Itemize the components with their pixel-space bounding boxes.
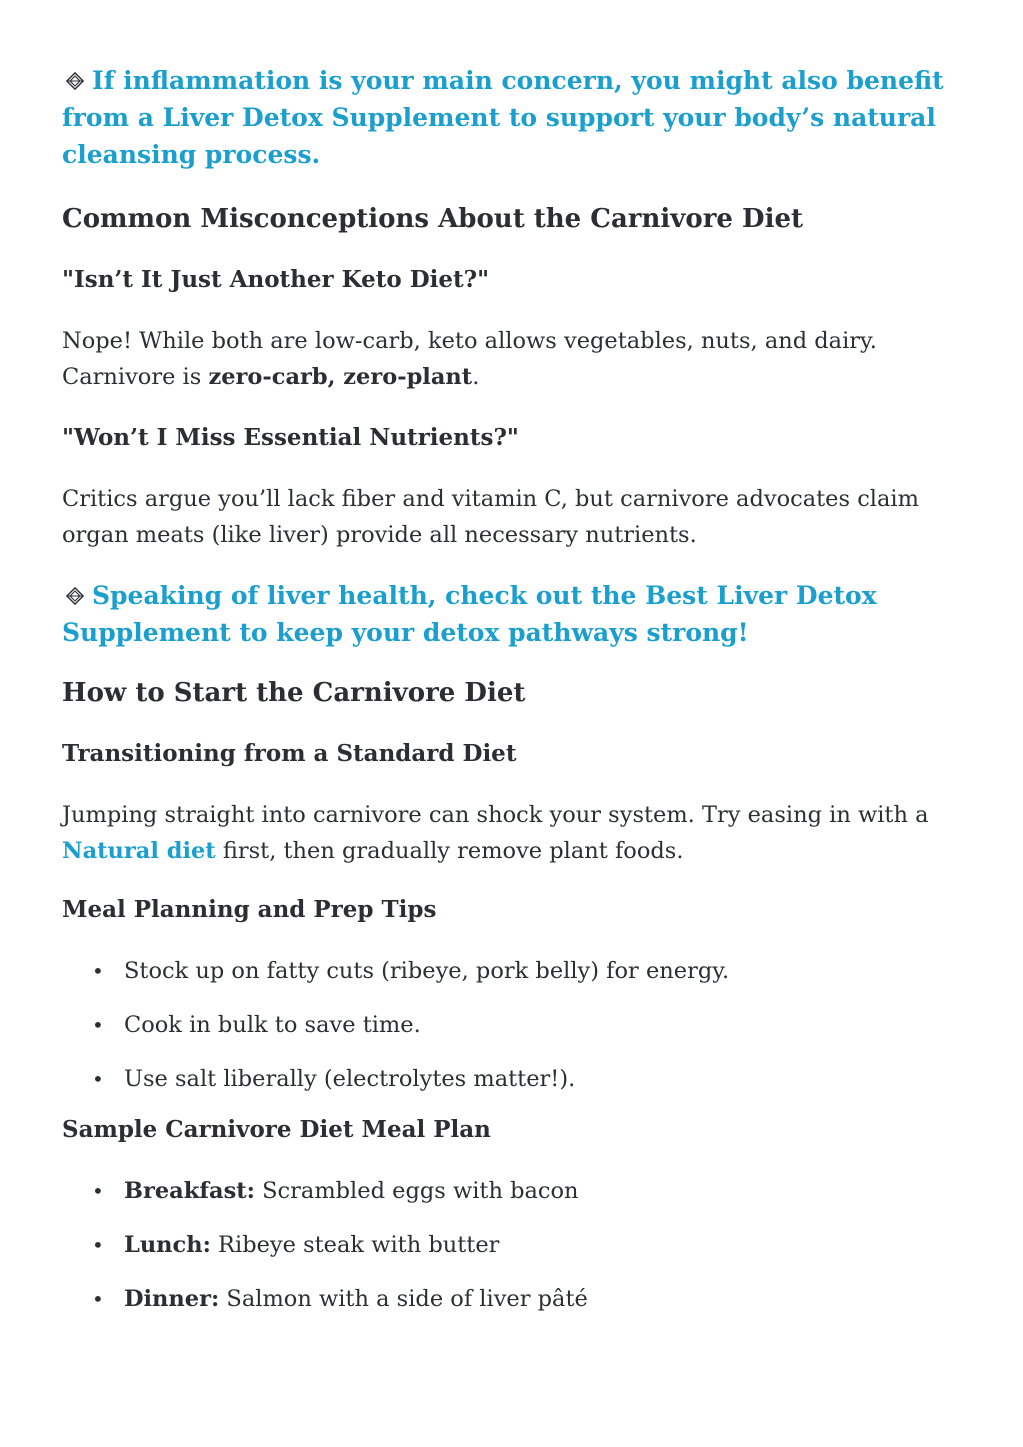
- natural-diet-link[interactable]: Natural diet: [62, 838, 216, 864]
- list-item: [62, 1281, 967, 1317]
- bullet: •: [92, 1013, 104, 1037]
- paragraph-keto-end: .: [472, 364, 480, 390]
- detox-callout-2-link[interactable]: Speaking of liver health, check out the Best Liver Detox Supplement to keep your detox pathways strong!: [62, 581, 877, 647]
- list-item-text: Cook in bulk to save time.: [124, 1012, 421, 1038]
- gem-icon: [66, 72, 84, 90]
- meal-plan-list: [62, 1173, 967, 1317]
- meal-label-breakfast: Breakfast:: [124, 1178, 255, 1204]
- subheading-transition: Transitioning from a Standard Diet: [62, 740, 517, 767]
- bullet: •: [92, 1067, 104, 1091]
- meal-text-lunch: Ribeye steak with butter: [210, 1232, 500, 1258]
- subheading-keto: "Isn’t It Just Another Keto Diet?": [62, 266, 490, 293]
- detox-callout-2[interactable]: [62, 577, 967, 651]
- meal-prep-list: [62, 953, 967, 1097]
- paragraph-keto-bold: zero-carb, zero-plant: [208, 364, 473, 390]
- subheading-meal-prep: Meal Planning and Prep Tips: [62, 896, 437, 923]
- detox-callout-1[interactable]: [62, 62, 967, 173]
- paragraph-transition: [62, 797, 967, 869]
- list-item: [62, 953, 967, 989]
- list-item: [62, 1007, 967, 1043]
- list-item: [62, 1173, 967, 1209]
- bullet: •: [92, 1179, 104, 1203]
- list-item-text: Use salt liberally (electrolytes matter!).: [124, 1066, 576, 1092]
- section-heading-how-to-start: How to Start the Carnivore Diet: [62, 678, 526, 708]
- list-item: [62, 1227, 967, 1263]
- article-content: [62, 62, 967, 1317]
- detox-callout-1-link[interactable]: If inflammation is your main concern, you might also benefit from a Liver Detox Supplement to support your body’s natural cleansing process.: [62, 66, 944, 169]
- meal-label-lunch: Lunch:: [124, 1232, 211, 1258]
- subheading-meal-plan: Sample Carnivore Diet Meal Plan: [62, 1116, 491, 1143]
- meal-text-dinner: Salmon with a side of liver pâté: [219, 1286, 588, 1312]
- paragraph-nutrients: Critics argue you’ll lack fiber and vitamin C, but carnivore advocates claim organ meats (like liver) provide all necessary nutrients.: [62, 486, 919, 548]
- gem-icon: [66, 587, 84, 605]
- bullet: •: [92, 959, 104, 983]
- list-item: [62, 1061, 967, 1097]
- bullet: •: [92, 1233, 104, 1257]
- paragraph-transition-end: first, then gradually remove plant foods.: [215, 838, 684, 864]
- meal-text-breakfast: Scrambled eggs with bacon: [254, 1178, 579, 1204]
- paragraph-keto: [62, 323, 967, 395]
- list-item-text: Stock up on fatty cuts (ribeye, pork belly) for energy.: [124, 958, 730, 984]
- subheading-nutrients: "Won’t I Miss Essential Nutrients?": [62, 424, 519, 451]
- section-heading-misconceptions: Common Misconceptions About the Carnivore Diet: [62, 204, 803, 234]
- paragraph-transition-text: Jumping straight into carnivore can shock your system. Try easing in with a: [62, 802, 929, 828]
- bullet: •: [92, 1287, 104, 1311]
- meal-label-dinner: Dinner:: [124, 1286, 220, 1312]
- paragraph-keto-text: Nope! While both are low-carb, keto allows vegetables, nuts, and dairy. Carnivore is: [62, 328, 877, 390]
